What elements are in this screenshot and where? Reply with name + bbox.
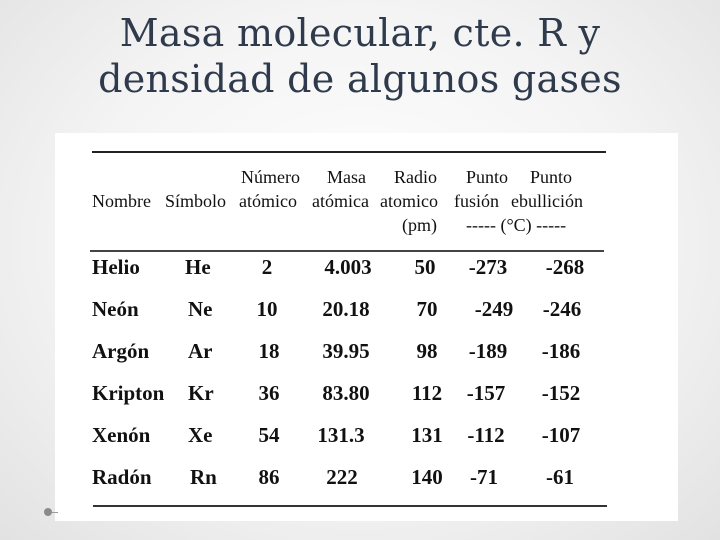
slide-bullet-line (52, 512, 58, 513)
cell-ebullicion: -61 (546, 465, 574, 489)
header-radio-line-3: (pm) (402, 215, 437, 235)
header-radio-line-2: atomico (380, 191, 438, 211)
cell-ebullicion: -268 (545, 255, 585, 279)
cell-simbolo: Ar (188, 339, 213, 363)
cell-nombre: Radón (92, 465, 152, 489)
cell-nombre: Helio (92, 255, 140, 279)
cell-ebullicion: -152 (541, 381, 581, 405)
gases-table (55, 133, 678, 521)
header-numero-line-1: Número (241, 167, 300, 187)
cell-radio: 98 (416, 339, 438, 363)
cell-masa: 83.80 (322, 381, 370, 405)
cell-fusion: -112 (467, 423, 505, 447)
cell-numero: 86 (258, 465, 280, 489)
cell-radio: 140 (411, 465, 443, 489)
cell-masa: 222 (326, 465, 358, 489)
cell-simbolo: Rn (190, 465, 217, 489)
cell-simbolo: Ne (188, 297, 213, 321)
cell-numero: 2 (261, 255, 273, 279)
cell-masa: 4.003 (324, 255, 372, 279)
header-numero-line-2: atómico (239, 191, 297, 211)
header-masa-line-1: Masa (327, 167, 366, 187)
slide-title (0, 10, 720, 102)
cell-numero: 10 (256, 297, 278, 321)
cell-masa: 131.3 (317, 423, 365, 447)
cell-ebullicion: -246 (542, 297, 582, 321)
cell-simbolo: Kr (188, 381, 214, 405)
header-nombre: Nombre (92, 191, 151, 211)
cell-numero: 36 (258, 381, 280, 405)
table-bottom-rule (93, 505, 607, 507)
slide-title-line-2: densidad de algunos gases (98, 57, 622, 101)
slide-title-line-1: Masa molecular, cte. R y (119, 11, 601, 55)
cell-simbolo: He (185, 255, 211, 279)
table-top-rule (92, 151, 606, 153)
cell-radio: 112 (411, 381, 443, 405)
cell-fusion: -157 (466, 381, 506, 405)
cell-fusion: -71 (470, 465, 498, 489)
cell-ebullicion: -186 (541, 339, 581, 363)
header-fusion-line-2: fusión (454, 191, 499, 211)
cell-numero: 54 (258, 423, 280, 447)
slide-bullet-dot (44, 508, 52, 516)
cell-masa: 39.95 (322, 339, 370, 363)
header-masa-line-2: atómica (312, 191, 369, 211)
cell-radio: 131 (411, 423, 443, 447)
header-ebullicion-line-2: ebullición (511, 191, 583, 211)
cell-nombre: Neón (92, 297, 139, 321)
header-temperature-unit: ----- (°C) ----- (466, 215, 567, 235)
cell-numero: 18 (258, 339, 280, 363)
header-radio-line-1: Radio (394, 167, 437, 187)
cell-masa: 20.18 (322, 297, 370, 321)
cell-simbolo: Xe (188, 423, 213, 447)
cell-nombre: Xenón (92, 423, 151, 447)
header-simbolo: Símbolo (165, 191, 227, 211)
cell-fusion: -249 (474, 297, 514, 321)
table-header-rule (90, 250, 604, 252)
header-fusion-line-1: Punto (466, 167, 509, 187)
cell-nombre: Argón (92, 339, 150, 363)
cell-radio: 50 (414, 255, 436, 279)
cell-fusion: -189 (468, 339, 508, 363)
cell-nombre: Kripton (92, 381, 165, 405)
cell-fusion: -273 (468, 255, 508, 279)
cell-ebullicion: -107 (541, 423, 581, 447)
cell-radio: 70 (416, 297, 438, 321)
header-ebullicion-line-1: Punto (530, 167, 573, 187)
